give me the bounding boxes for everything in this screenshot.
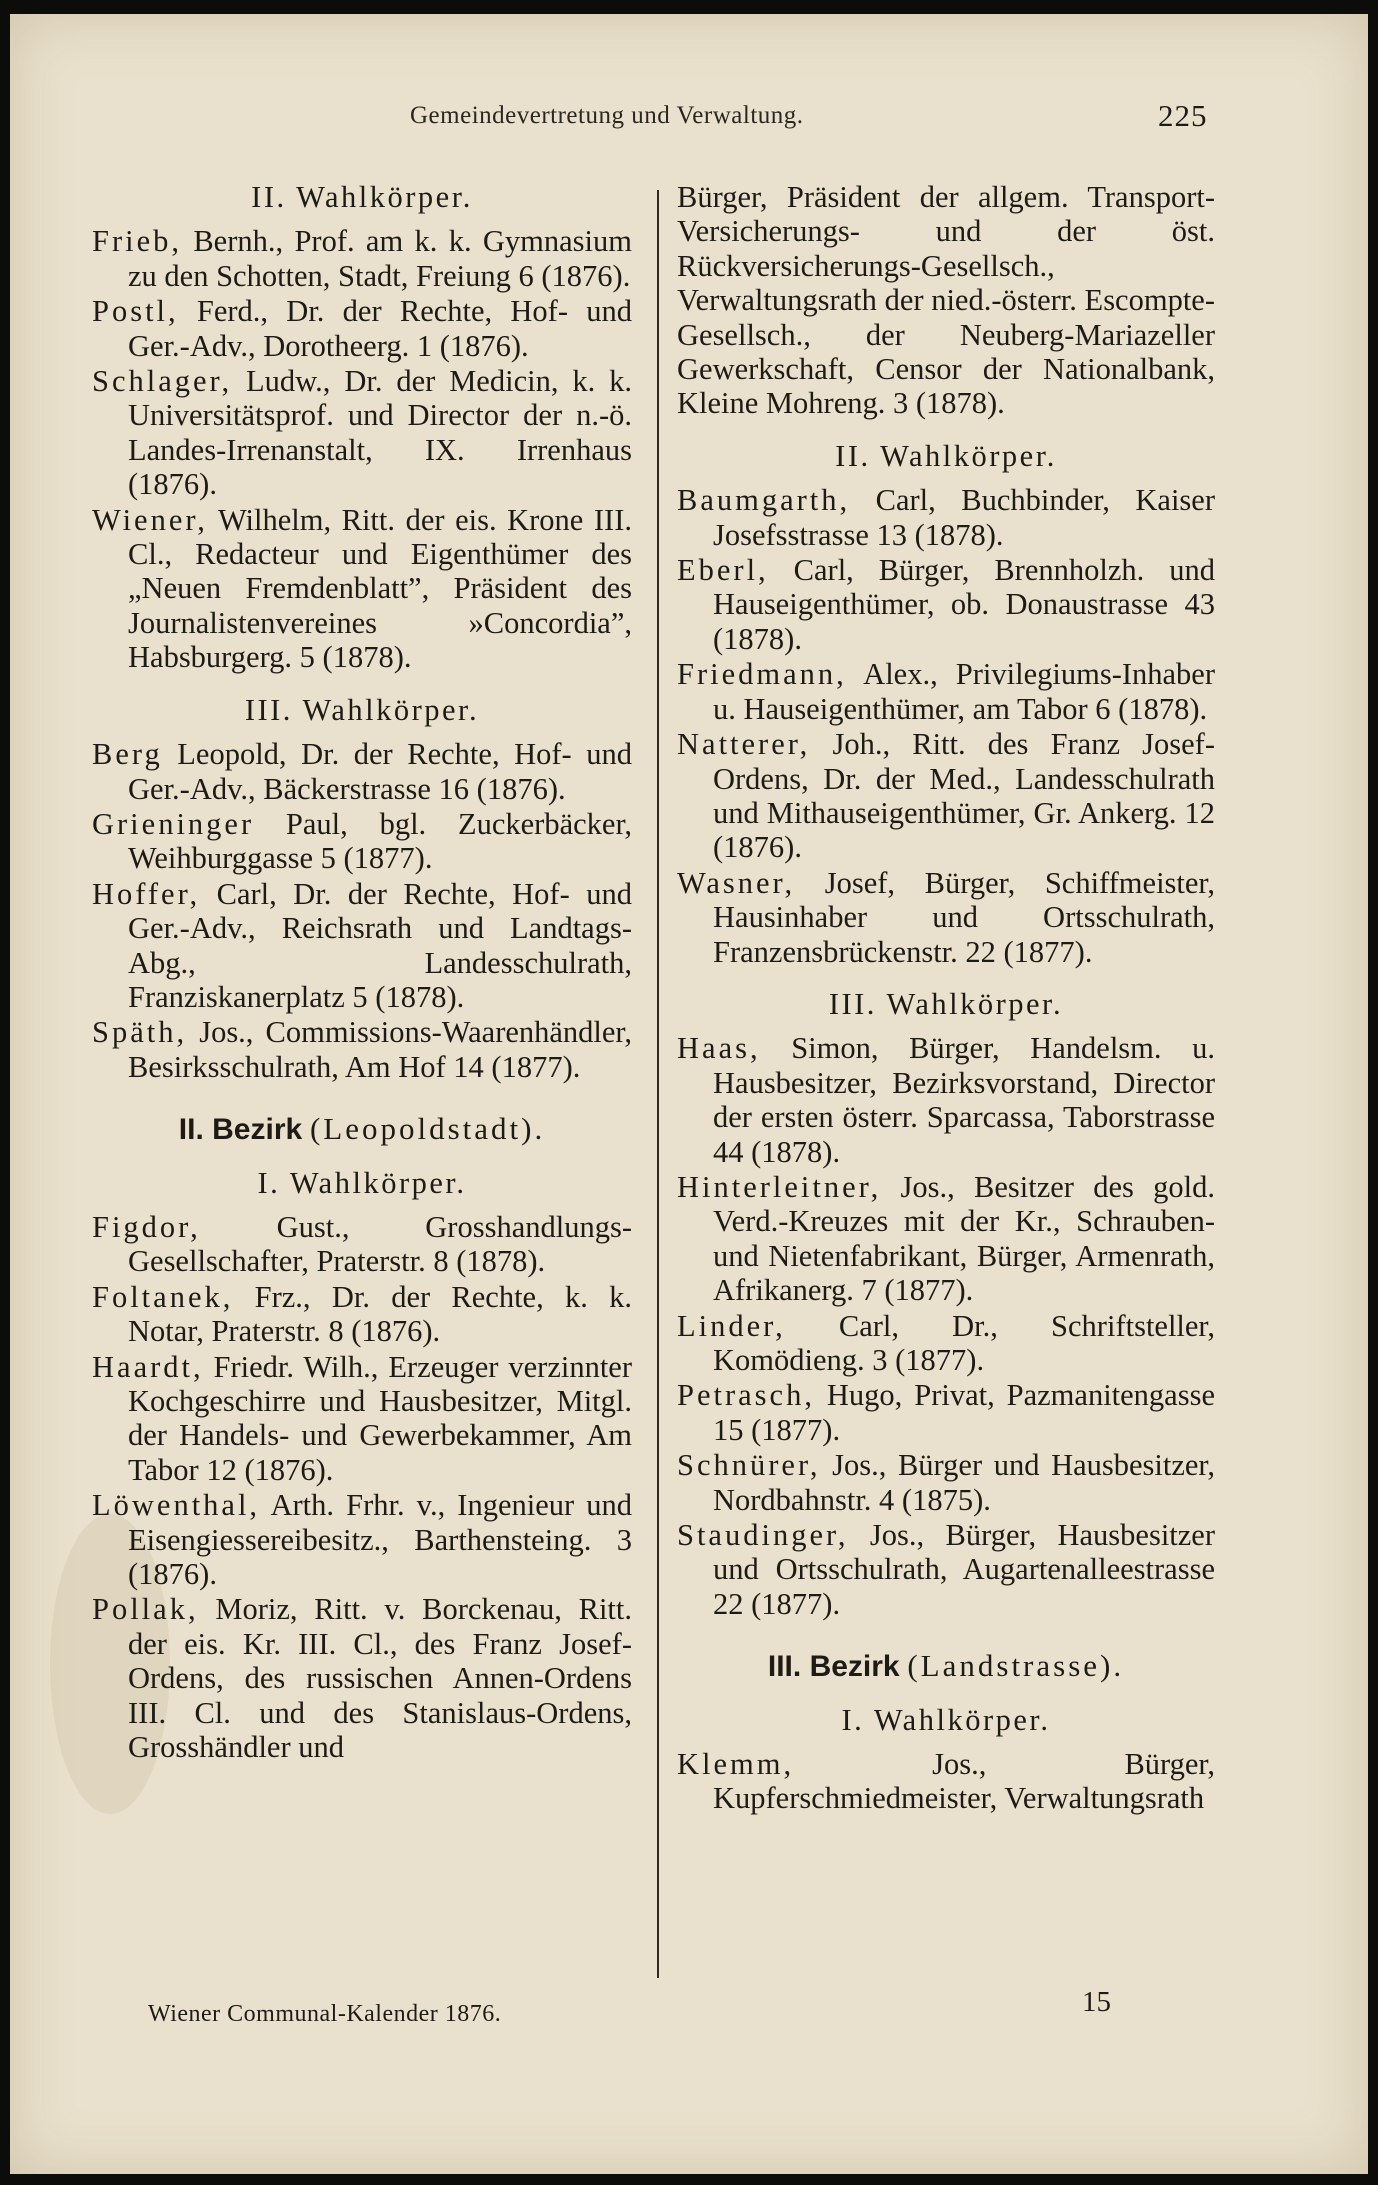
entry-text: Hugo, Privat, Pazmanitengasse 15 (1877).	[713, 1378, 1215, 1447]
list-item	[677, 1031, 1215, 1169]
district-area: (Landstrasse).	[907, 1648, 1125, 1684]
entry-text: Carl, Buchbinder, Kaiser Josefsstrasse 13 (1878).	[713, 483, 1215, 552]
list-item	[677, 727, 1215, 865]
list-item	[677, 1747, 1215, 1816]
district-title: II. Bezirk	[178, 1113, 303, 1147]
entry-name: Staudinger,	[677, 1518, 849, 1553]
entry-name: Baumgarth,	[677, 483, 851, 518]
column-divider	[657, 190, 659, 1978]
entry-text: Jos., Bürger und Hausbesitzer, Nordbahnstr. 4 (1875).	[713, 1448, 1215, 1517]
entry-name: Linder,	[677, 1308, 786, 1343]
list-item	[92, 294, 632, 363]
entry-name: Hoffer,	[92, 876, 201, 911]
entry-text: Carl, Dr. der Rechte, Hof- und Ger.-Adv., Reichsrath und Landtags-Abg., Landesschulrath, Franziskanerplatz 5 (1878).	[128, 876, 632, 1014]
entry-text: Friedr. Wilh., Erzeuger verzinnter Kochgeschirre und Hausbesitzer, Mitgl. der Handels- und Gewerbekammer, Am Tabor 12 (1876).	[128, 1349, 632, 1487]
list-item	[92, 737, 632, 806]
list-item	[92, 877, 632, 1015]
entry-name: Wiener,	[92, 502, 208, 537]
entry-name: Wasner,	[677, 865, 796, 900]
entry-name: Löwenthal,	[92, 1488, 261, 1523]
district-area: (Leopoldstadt).	[309, 1111, 546, 1147]
list-item	[92, 1280, 632, 1349]
entry-name: Schnürer,	[677, 1448, 821, 1483]
entry-text: Bernh., Prof. am k. k. Gymnasium zu den Schotten, Stadt, Freiung 6 (1876).	[128, 224, 632, 293]
section-heading: III. Wahlkörper.	[244, 692, 480, 727]
entry-text: Moriz, Ritt. v. Borckenau, Ritt. der eis. Kr. III. Cl., des Franz Josef-Ordens, des russischen Annen-Ordens III. Cl. und des Stanislaus-Ordens, Grosshändler und	[128, 1592, 632, 1765]
list-item	[92, 807, 632, 876]
entry-text: Carl, Dr., Schriftsteller, Komödieng. 3 (1877).	[713, 1308, 1215, 1377]
footer-title: Wiener Communal-Kalender 1876.	[148, 2001, 502, 2027]
page-number: 225	[1158, 98, 1208, 133]
list-item	[677, 1448, 1215, 1517]
entry-name: Friedmann,	[677, 657, 847, 692]
entry-text: Leopold, Dr. der Rechte, Hof- und Ger.-Adv., Bäckerstrasse 16 (1876).	[128, 737, 632, 806]
entry-text: Simon, Bürger, Handelsm. u. Hausbesitzer, Bezirksvorstand, Director der ersten österr. Sparcassa, Taborstrasse 44 (1878).	[713, 1031, 1215, 1169]
district-title: III. Bezirk	[767, 1650, 900, 1684]
list-item	[92, 1350, 632, 1488]
section-heading: I. Wahlkörper.	[257, 1165, 467, 1200]
entry-text: Jos., Commissions-Waarenhändler, Besirksschulrath, Am Hof 14 (1877).	[128, 1015, 632, 1084]
section-heading: III. Wahlkörper.	[828, 986, 1064, 1021]
left-column	[92, 180, 632, 1765]
entry-text: Carl, Bürger, Brennholzh. und Hauseigenthümer, ob. Donaustrasse 43 (1878).	[713, 553, 1215, 656]
entry-text: Ferd., Dr. der Rechte, Hof- und Ger.-Adv., Dorotheerg. 1 (1876).	[128, 294, 632, 363]
list-item	[677, 657, 1215, 726]
section-heading: I. Wahlkörper.	[841, 1702, 1051, 1737]
entry-name: Eberl,	[677, 553, 769, 588]
entry-name: Frieb,	[92, 224, 183, 259]
entry-name: Figdor,	[92, 1209, 201, 1244]
entry-name: Petrasch,	[677, 1378, 815, 1413]
entry-text: Josef, Bürger, Schiffmeister, Hausinhaber und Ortsschulrath, Franzensbrückenstr. 22 (1877).	[713, 865, 1215, 969]
entry-name: Pollak,	[92, 1592, 199, 1627]
entry-text: Wilhelm, Ritt. der eis. Krone III. Cl., Redacteur und Eigenthümer des „Neuen Fremdenblatt”, Präsident des Journalistenvereines »Concordia”, Habsburgerg. 5 (1878).	[128, 502, 632, 675]
section-heading: II. Wahlkörper.	[835, 438, 1057, 473]
entry-name: Haas,	[677, 1031, 761, 1066]
list-item	[92, 1210, 632, 1279]
list-item	[92, 1592, 632, 1764]
entry-name: Schlager,	[92, 364, 233, 399]
entry-name: Hinterleitner,	[677, 1169, 882, 1204]
entry-name: Grieninger	[92, 806, 255, 841]
entry-text: Joh., Ritt. des Franz Josef-Ordens, Dr. der Med., Landesschulrath und Mithauseigenthümer, Gr. Ankerg. 12 (1876).	[713, 727, 1215, 865]
list-item	[92, 364, 632, 502]
list-item	[677, 1378, 1215, 1447]
entry-text: Arth. Frhr. v., Ingenieur und Eisengiessereibesitz., Barthensteing. 3 (1876).	[128, 1488, 632, 1592]
entry-text: Jos., Besitzer des gold. Verd.-Kreuzes mit der Kr., Schrauben- und Nietenfabrikant, Bürger, Armenrath, Afrikanerg. 7 (1877).	[713, 1169, 1215, 1308]
list-item	[92, 503, 632, 675]
entry-text: Frz., Dr. der Rechte, k. k. Notar, Praterstr. 8 (1876).	[128, 1279, 632, 1349]
entry-name: Berg	[92, 737, 163, 772]
entry-name: Postl,	[92, 294, 179, 329]
list-item	[677, 1518, 1215, 1621]
list-item	[677, 483, 1215, 552]
list-item	[92, 1015, 632, 1084]
entry-text: Jos., Bürger, Kupferschmiedmeister, Verwaltungsrath	[713, 1747, 1215, 1816]
entry-text: Ludw., Dr. der Medicin, k. k. Universitätsprof. und Director der n.-ö. Landes-Irrenanstalt, IX. Irrenhaus (1876).	[128, 364, 632, 502]
district-heading	[92, 1112, 632, 1147]
list-item	[92, 1488, 632, 1591]
list-item	[677, 866, 1215, 969]
running-header: Gemeindevertretung und Verwaltung.	[410, 102, 804, 129]
page-sheet	[10, 14, 1368, 2174]
entry-name: Natterer,	[677, 727, 811, 762]
district-heading	[677, 1649, 1215, 1684]
list-item	[677, 1170, 1215, 1308]
signature-mark: 15	[1082, 1986, 1111, 2018]
continued-entry-text: Bürger, Präsident der allgem. Transport-Versicherungs- und der öst. Rückversicherungs-Gesellsch., Verwaltungsrath der nied.-österr. Escompte-Gesellsch., der Neuberg-Mariazeller Gewerkschaft, Censor der Nationalbank, Kleine Mohreng. 3 (1878).	[677, 180, 1215, 421]
list-item	[92, 224, 632, 293]
right-column	[677, 180, 1215, 1817]
entry-name: Späth,	[92, 1015, 188, 1050]
entry-text: Gust., Grosshandlungs-Gesellschafter, Praterstr. 8 (1878).	[128, 1209, 632, 1279]
entry-name: Foltanek,	[92, 1279, 234, 1314]
entry-text: Paul, bgl. Zuckerbäcker, Weihburggasse 5 (1877).	[128, 806, 632, 876]
list-item	[677, 553, 1215, 656]
entry-name: Klemm,	[677, 1747, 795, 1782]
entry-name: Haardt,	[92, 1349, 204, 1384]
entry-text: Jos., Bürger, Hausbesitzer und Ortsschulrath, Augartenalleestrasse 22 (1877).	[713, 1518, 1215, 1621]
entry-text: Alex., Privilegiums-Inhaber u. Hauseigenthümer, am Tabor 6 (1878).	[713, 657, 1215, 726]
section-heading: II. Wahlkörper.	[251, 180, 473, 214]
list-item	[677, 1309, 1215, 1378]
